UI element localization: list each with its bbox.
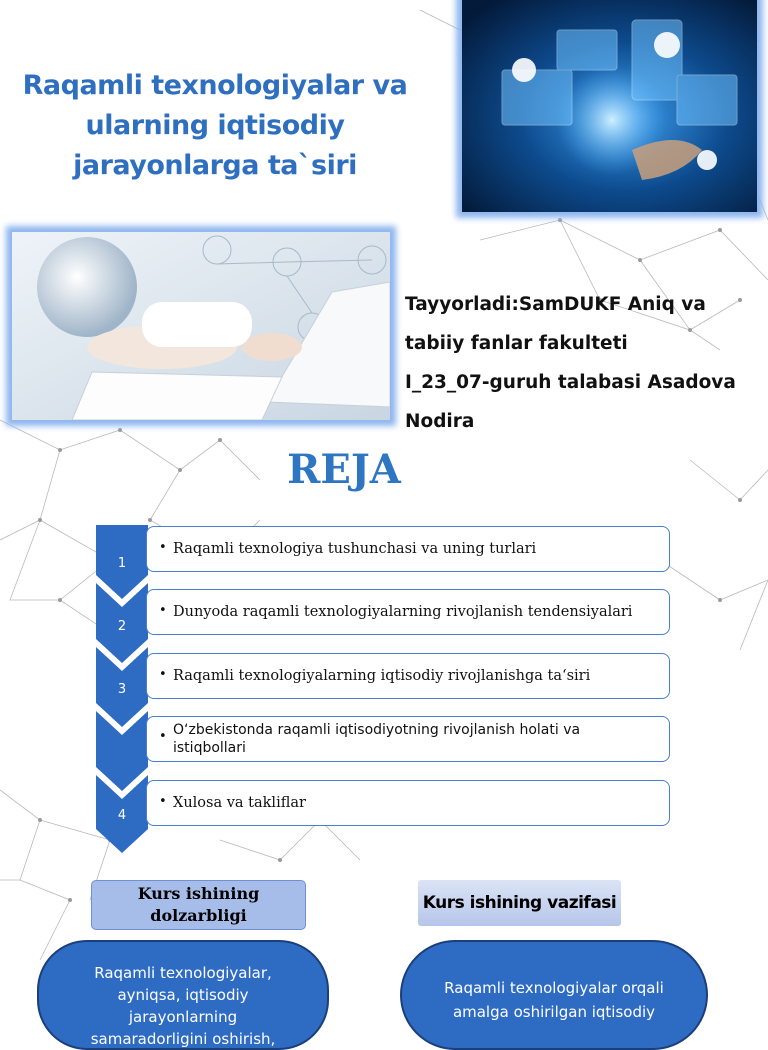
step-number: 3: [117, 682, 127, 697]
bullet: •: [159, 540, 167, 555]
author-line: Nodira: [405, 411, 475, 432]
objective-text-box: [400, 940, 708, 1050]
plan-step-text: O‘zbekistonda raqamli iqtisodiyotning rivojlanish holati va istiqbollari: [173, 722, 581, 756]
author-line: tabiiy fanlar fakulteti: [405, 333, 628, 354]
plan-step-text: Dunyoda raqamli texnologiyalarning rivojlanish tendensiyalari: [173, 604, 633, 620]
plan-step: [146, 716, 670, 762]
bullet: •: [159, 603, 167, 618]
plan-step-text: Raqamli texnologiya tushunchasi va uning turlari: [173, 541, 537, 557]
plan-step: [146, 589, 670, 635]
author-line: Tayyorladi:SamDUKF Aniq va: [405, 294, 706, 315]
relevance-text: Raqamli texnologiyalar, ayniqsa, iqtisodiy jarayonlarning samaradorligini oshirish,: [90, 964, 276, 1048]
relevance-text-box: [37, 940, 329, 1050]
author-info: [405, 285, 765, 441]
plan-heading: REJA: [287, 446, 401, 493]
relevance-heading: Kurs ishining dolzarbligi: [91, 880, 306, 930]
tech-hand-image: [462, 0, 757, 212]
plan-step: [146, 780, 670, 826]
plan-step-text: Raqamli texnologiyalarning iqtisodiy rivojlanishga ta‘siri: [173, 668, 591, 684]
plan-step-text: Xulosa va takliflar: [173, 795, 306, 811]
author-line: I_23_07-guruh talabasi Asadova: [405, 372, 736, 393]
laptop-globe-image: [12, 232, 390, 420]
bullet: •: [159, 667, 167, 682]
slide-title: Raqamli texnologiyalar va ularning iqtisodiy jarayonlarga ta`siri: [22, 70, 408, 181]
bullet: •: [159, 794, 167, 809]
objective-heading: Kurs ishining vazifasi: [418, 880, 621, 926]
objective-text: Raqamli texnologiyalar orqali amalga oshirilgan iqtisodiy: [444, 979, 664, 1021]
step-number: 4: [117, 808, 127, 823]
step-number: 2: [117, 619, 127, 634]
bullet: •: [159, 729, 167, 744]
plan-step: [146, 526, 670, 572]
plan-step: [146, 653, 670, 699]
step-number: 1: [117, 556, 127, 571]
